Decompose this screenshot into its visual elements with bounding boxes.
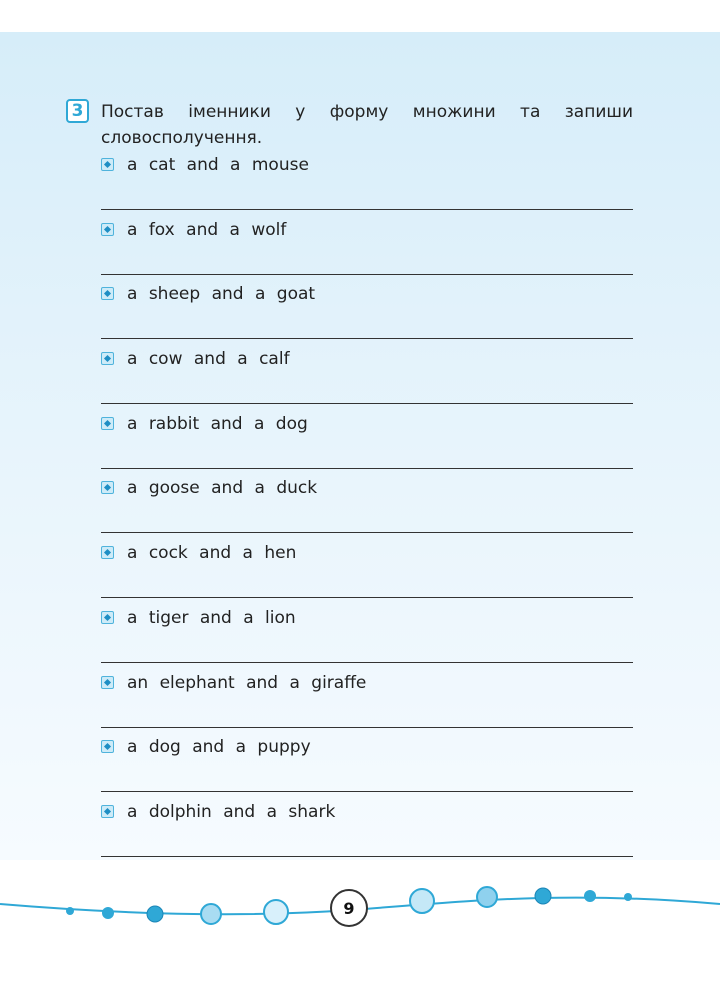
bullet-icon [101, 481, 114, 494]
exercise-item-4 [101, 347, 633, 412]
answer-line[interactable] [101, 338, 633, 339]
exercise-item-3 [101, 282, 633, 347]
bullet-icon [101, 805, 114, 818]
footer-dot [102, 907, 114, 919]
item-phrase: an elephant and a giraffe [127, 672, 367, 693]
footer-dot [201, 904, 221, 924]
exercise-item-7 [101, 541, 633, 606]
page-footer-decoration [0, 860, 720, 960]
answer-line[interactable] [101, 468, 633, 469]
exercise-item-11 [101, 800, 633, 865]
task-instruction: Постав іменники у форму множини та запиши словосполучення. [101, 102, 633, 148]
footer-dot [66, 907, 74, 915]
exercise-list [101, 153, 633, 865]
item-phrase: a goose and a duck [127, 478, 318, 499]
item-phrase: a tiger and a lion [127, 607, 296, 628]
footer-dot [477, 887, 497, 907]
answer-line[interactable] [101, 403, 633, 404]
answer-line[interactable] [101, 727, 633, 728]
item-phrase: a dolphin and a shark [127, 801, 336, 822]
bullet-icon [101, 546, 114, 559]
footer-dot [410, 889, 434, 913]
exercise-item-10 [101, 735, 633, 800]
exercise-item-6 [101, 476, 633, 541]
exercise-item-5 [101, 412, 633, 477]
exercise-item-8 [101, 606, 633, 671]
item-phrase: a cock and a hen [127, 543, 297, 564]
page-number: 9 [343, 899, 355, 918]
item-phrase: a cat and a mouse [127, 155, 309, 175]
item-phrase: a rabbit and a dog [127, 413, 308, 434]
bullet-icon [101, 611, 114, 624]
answer-line[interactable] [101, 597, 633, 598]
answer-line[interactable] [101, 662, 633, 663]
bullet-icon [101, 158, 114, 171]
footer-dot [584, 890, 596, 902]
answer-line[interactable] [101, 532, 633, 533]
bullet-icon [101, 223, 114, 236]
item-phrase: a fox and a wolf [127, 219, 287, 240]
exercise-item-9 [101, 671, 633, 736]
bullet-icon [101, 352, 114, 365]
answer-line[interactable] [101, 791, 633, 792]
answer-line[interactable] [101, 209, 633, 210]
item-phrase: a dog and a puppy [127, 737, 311, 758]
bullet-icon [101, 417, 114, 430]
answer-line[interactable] [101, 856, 633, 857]
footer-dot [147, 906, 163, 922]
bullet-icon [101, 287, 114, 300]
task-number-badge: 3 [66, 99, 89, 123]
footer-dot [264, 900, 288, 924]
answer-line[interactable] [101, 274, 633, 275]
bullet-icon [101, 676, 114, 689]
footer-dot [535, 888, 551, 904]
exercise-item-1 [101, 153, 633, 218]
bullet-icon [101, 740, 114, 753]
item-phrase: a cow and a calf [127, 349, 290, 370]
item-phrase: a sheep and a goat [127, 284, 316, 305]
exercise-item-2 [101, 218, 633, 283]
footer-dot [624, 893, 632, 901]
